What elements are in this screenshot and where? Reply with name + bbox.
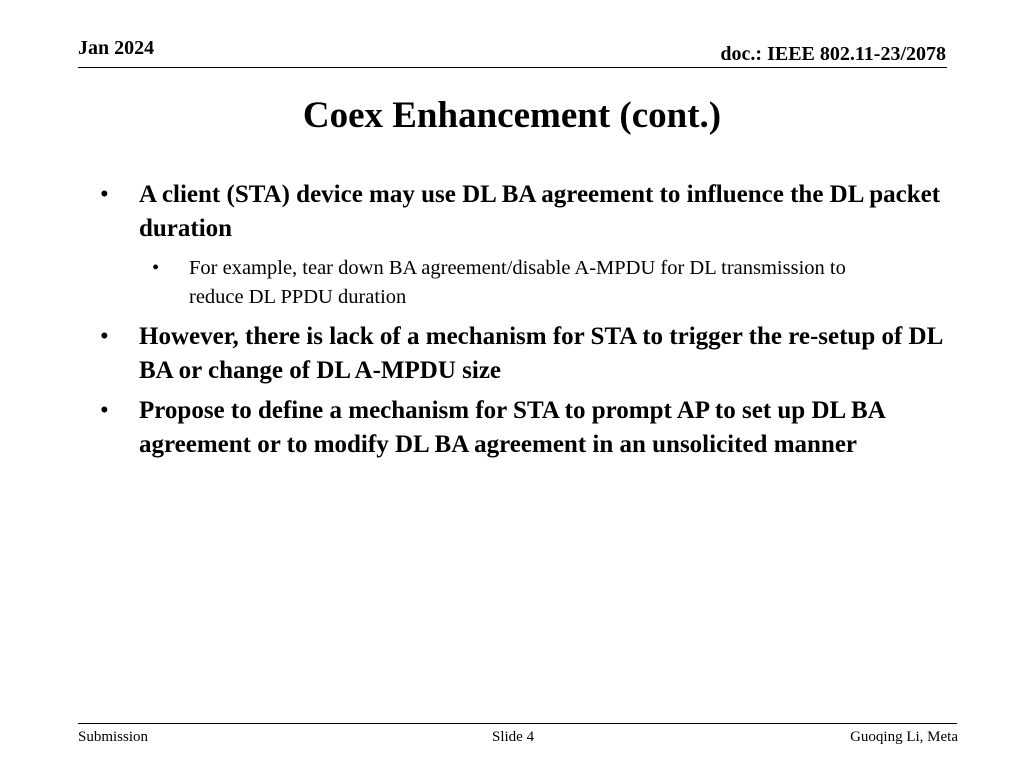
bullet-item — [100, 178, 969, 246]
header-divider — [78, 67, 947, 68]
bullet-marker: • — [100, 397, 109, 424]
footer-submission: Submission — [78, 729, 149, 745]
sub-bullet-text: For example, tear down BA agreement/disable A-MPDU for DL transmission to reduce DL PPDU duration — [189, 257, 846, 308]
bullet-marker: • — [100, 323, 109, 350]
slide-title: Coex Enhancement (cont.) — [302, 95, 722, 136]
bullet-text: However, there is lack of a mechanism for STA to trigger the re-setup of DL BA or change of DL A-MPDU size — [139, 323, 942, 384]
sub-bullet-item — [152, 254, 889, 312]
footer-slide-number: Slide 4 — [492, 729, 535, 745]
footer-author: Guoqing Li, Meta — [850, 729, 958, 745]
header-doc-id: doc.: IEEE 802.11-23/2078 — [720, 43, 946, 65]
footer-divider — [78, 723, 957, 724]
bullet-item — [100, 320, 969, 388]
bullet-marker: • — [100, 181, 109, 208]
header-date: Jan 2024 — [78, 37, 155, 59]
bullet-text: A client (STA) device may use DL BA agreement to influence the DL packet duration — [139, 181, 941, 242]
bullet-item — [100, 394, 969, 462]
bullet-text: Propose to define a mechanism for STA to prompt AP to set up DL BA agreement or to modify DL BA agreement in an unsolicited manner — [139, 397, 885, 458]
sub-bullet-marker: • — [152, 257, 160, 279]
